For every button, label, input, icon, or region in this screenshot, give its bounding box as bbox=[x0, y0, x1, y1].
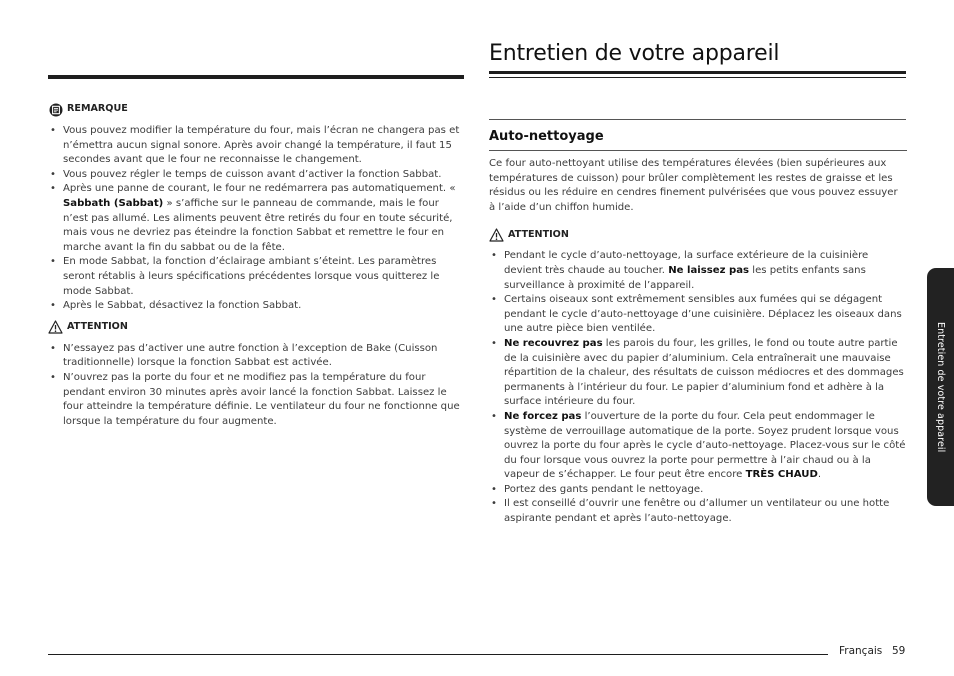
warning-icon bbox=[489, 227, 504, 242]
attention-item: • Ne forcez pas l’ouverture de la porte du four. Cela peut endommager le système de verrouillage automatique de la porte. Soyez prudent lorsque vous ouvrez la porte du four après le cycle d’auto-nettoyage. Placez-vous sur le côté du four lorsque vous ouvrez la porte pour permettre à l’air chaud ou à la vapeur de s’échapper. Le four peut être encore TRÈS CHAUD. bbox=[489, 410, 907, 483]
note-item: • Vous pouvez modifier la température du four, mais l’écran ne changera pas et n’émettra aucun signal sonore. Après avoir changé la température, il faut 15 secondes avant que le four ne reconnaisse le changement. bbox=[48, 124, 466, 168]
left-column bbox=[48, 102, 466, 429]
header-rule-left bbox=[48, 75, 464, 79]
header-rule-right-thick bbox=[489, 71, 906, 74]
emphasis: Ne laissez pas bbox=[668, 264, 750, 276]
footer-rule bbox=[48, 654, 828, 655]
emphasis: TRÈS CHAUD bbox=[745, 469, 818, 481]
attention-item: • Portez des gants pendant le nettoyage. bbox=[489, 483, 907, 498]
attention-item: • N’ouvrez pas la porte du four et ne modifiez pas la température du four pendant environ 30 minutes après avoir lancé la fonction Sabbat. Laissez le four atteindre la température définie. Le ventilateur du four ne fonctionne que lorsque la température du four augmente. bbox=[48, 371, 466, 429]
emphasis: Ne recouvrez pas bbox=[504, 337, 603, 349]
note-label: REMARQUE bbox=[67, 103, 128, 115]
attention-item: • Il est conseillé d’ouvrir une fenêtre ou d’allumer un ventilateur ou une hotte aspirante pendant et après l’auto-nettoyage. bbox=[489, 497, 907, 526]
note-item: • En mode Sabbat, la fonction d’éclairage ambiant s’éteint. Les paramètres seront rétablis à leurs spécifications précédentes lorsque vous quitterez le mode Sabbat. bbox=[48, 255, 466, 299]
page-title: Entretien de votre appareil bbox=[489, 41, 780, 66]
attention-item: • Certains oiseaux sont extrêmement sensibles aux fumées qui se dégagent pendant le cycle d’auto-nettoyage d’une cuisinière. Déplacez les oiseaux dans une autre pièce bien ventilée. bbox=[489, 293, 907, 337]
warning-icon bbox=[48, 320, 63, 335]
page-number: 59 bbox=[892, 645, 906, 657]
footer-language: Français bbox=[839, 645, 883, 657]
sabbath-term: Sabbath (Sabbat) bbox=[63, 197, 164, 209]
attention-item: • N’essayez pas d’activer une autre fonction à l’exception de Bake (Cuisson traditionnelle) lorsque la fonction Sabbat est activée. bbox=[48, 342, 466, 371]
section-title: Auto-nettoyage bbox=[489, 129, 604, 144]
note-heading bbox=[48, 102, 466, 117]
section-top-rule bbox=[489, 119, 906, 120]
attention-list bbox=[489, 249, 907, 526]
header-rule-right-thin bbox=[489, 77, 906, 78]
section-rule bbox=[489, 150, 907, 151]
attention-heading bbox=[48, 320, 466, 335]
emphasis: Ne forcez pas bbox=[504, 410, 582, 422]
note-item: • Après une panne de courant, le four ne redémarrera pas automatiquement. « Sabbath (Sabbat) » s’affiche sur le panneau de commande, mais le four n’est pas allumé. Les aliments peuvent être retirés du four en toute sécurité, mais vous ne devriez pas éteindre la fonction Sabbat et remettre le four en marche avant la fin du sabbat ou de la fête. bbox=[48, 182, 466, 255]
attention-item: • Ne recouvrez pas les parois du four, les grilles, le fond ou toute autre partie de la cuisinière avec du papier d’aluminium. Cela entraînerait une mauvaise répartition de la chaleur, des résultats de cuisson médiocres et des dommages permanents à l’intérieur du four. Le papier d’aluminium fond et adhère à la surface intérieure du four. bbox=[489, 337, 907, 410]
attention-list bbox=[48, 342, 466, 430]
chapter-side-tab-label: Entretien de votre appareil bbox=[935, 321, 946, 453]
attention-heading bbox=[489, 227, 907, 242]
note-item: • Vous pouvez régler le temps de cuisson avant d’activer la fonction Sabbat. bbox=[48, 168, 466, 183]
section-intro: Ce four auto-nettoyant utilise des températures élevées (bien supérieures aux températures de cuisson) pour brûler complètement les restes de graisse et les résidus ou les réduire en cendres finement pulvérisées que vous pouvez essuyer à l’aide d’un chiffon humide. bbox=[489, 158, 898, 213]
attention-label: ATTENTION bbox=[67, 320, 128, 332]
attention-item: • Pendant le cycle d’auto-nettoyage, la surface extérieure de la cuisinière devient très chaude au toucher. Ne laissez pas les petits enfants sans surveillance à proximité de l’appareil. bbox=[489, 249, 907, 293]
note-icon bbox=[48, 102, 63, 117]
attention-label: ATTENTION bbox=[508, 228, 569, 240]
chapter-side-tab bbox=[927, 268, 954, 506]
note-item: • Après le Sabbat, désactivez la fonction Sabbat. bbox=[48, 299, 466, 314]
right-column bbox=[489, 126, 907, 527]
note-list bbox=[48, 124, 466, 314]
